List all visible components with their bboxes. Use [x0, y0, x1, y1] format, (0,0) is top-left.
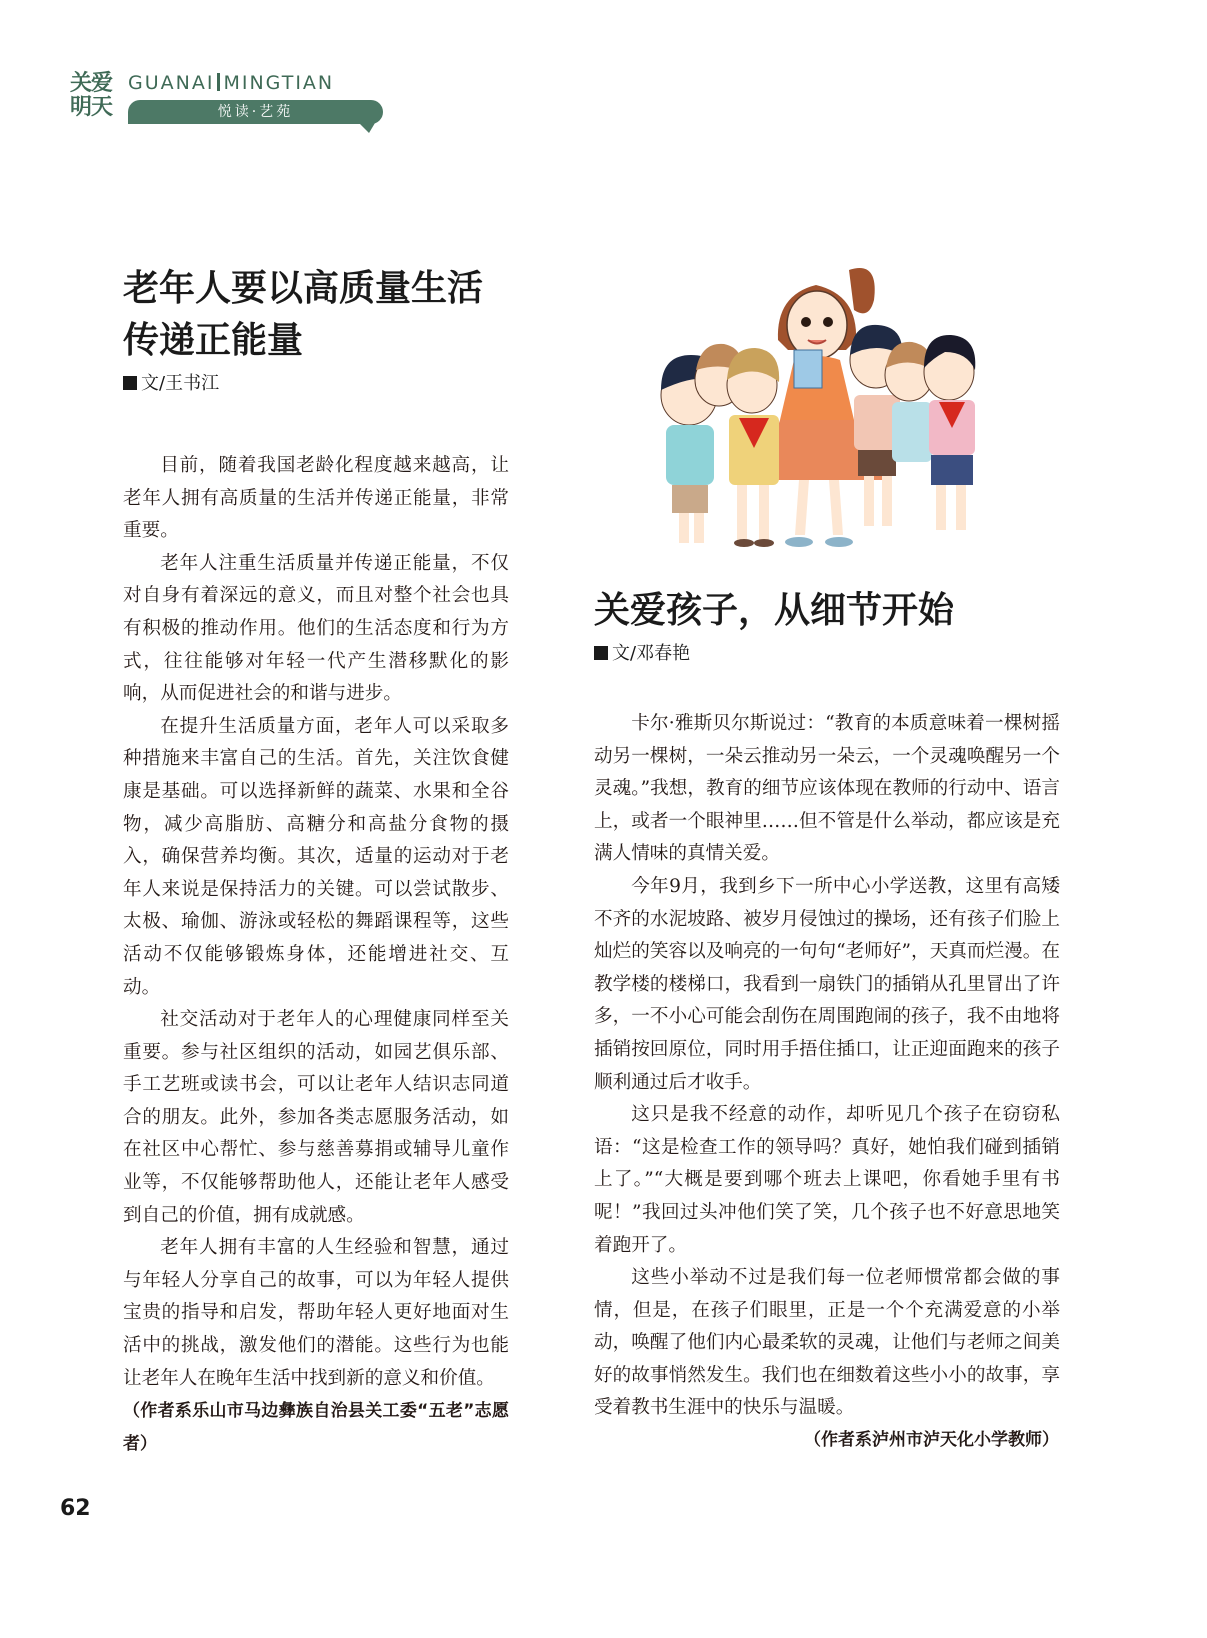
logo-divider	[217, 73, 220, 91]
article2-byline	[594, 642, 690, 666]
byline-square-icon	[123, 376, 137, 390]
article1-title-line2: 传递正能量	[123, 319, 304, 361]
page-number: 62	[60, 1496, 91, 1521]
article1-body	[123, 450, 509, 1460]
byline-square-icon	[594, 646, 608, 660]
section-label: 悦读·艺苑	[128, 100, 383, 124]
logo-cn-line2: 明天	[70, 95, 113, 120]
article1-paragraph: 社交活动对于老年人的心理健康同样至关重要。参与社区组织的活动，如园艺俱乐部、手工艺班或读书会，可以让老年人结识志同道合的朋友。此外，参加各类志愿服务活动，如在社区中心帮忙、参与慈善募捐或辅导儿童作业等，不仅能够帮助他人，还能让老年人感受到自己的价值，拥有成就感。	[123, 1009, 509, 1226]
article2-paragraph: 卡尔·雅斯贝尔斯说过：“教育的本质意味着一棵树摇动另一棵树，一朵云推动另一朵云，一个灵魂唤醒另一个灵魂。”我想，教育的细节应该体现在教师的行动中、语言上，或者一个眼神里……但不管是什么举动，都应该是充满人情味的真情关爱。	[594, 713, 1060, 865]
logo-en-left: GUANAI	[128, 72, 215, 94]
child-figures-right	[850, 325, 975, 530]
page-header	[70, 72, 400, 136]
article1-title	[123, 262, 523, 366]
logo-cn-line1: 关爱	[70, 71, 113, 96]
teacher-children-illustration	[594, 250, 1064, 555]
article2-paragraph: 这些小举动不过是我们每一位老师惯常都会做的事情，但是，在孩子们眼里，正是一个个充满爱意的小举动，唤醒了他们内心最柔软的灵魂，让他们与老师之间美好的故事悄然发生。我们也在细数着这些小小的故事，享受着教书生涯中的快乐与温暖。	[594, 1267, 1060, 1419]
article1-paragraph: 目前，随着我国老龄化程度越来越高，让老年人拥有高质量的生活并传递正能量，非常重要。	[123, 455, 509, 542]
article1-paragraph: 在提升生活质量方面，老年人可以采取多种措施来丰富自己的生活。首先，关注饮食健康是基础。可以选择新鲜的蔬菜、水果和全谷物，减少高脂肪、高糖分和高盐分食物的摄入，确保营养均衡。其次，适量的运动对于老年人来说是保持活力的关键。可以尝试散步、太极、瑜伽、游泳或轻松的舞蹈课程等，这些活动不仅能够锻炼身体，还能增进社交、互动。	[123, 715, 509, 998]
article1-byline-text: 文/王书江	[141, 373, 220, 394]
article2-byline-text: 文/邓春艳	[612, 643, 691, 664]
article1-title-line1: 老年人要以高质量生活	[123, 267, 484, 309]
article2-paragraph: 这只是我不经意的动作，却听见几个孩子在窃窃私语：“这是检查工作的领导吗？真好，她怕我们碰到插销上了。”“大概是要到哪个班去上课吧，你看她手里有书呢！”我回过头冲他们笑了笑，几个孩子也不好意思地笑着跑开了。	[594, 1104, 1060, 1256]
child-figures-left	[661, 344, 779, 547]
logo-en-right: MINGTIAN	[223, 72, 335, 94]
logo-en	[128, 72, 334, 94]
article2-title: 关爱孩子，从细节开始	[594, 589, 955, 631]
article1-paragraph: 老年人注重生活质量并传递正能量，不仅对自身有着深远的意义，而且对整个社会也具有积极的推动作用。他们的生活态度和行为方式，往往能够对年轻一代产生潜移默化的影响，从而促进社会的和谐与进步。	[123, 552, 509, 705]
article1-byline	[123, 372, 219, 396]
article1-author-note: （作者系乐山市马边彝族自治县关工委“五老”志愿者）	[123, 1401, 509, 1454]
logo-cn	[70, 72, 122, 120]
article2-author-note: （作者系泸州市泸天化小学教师）	[804, 1430, 1059, 1450]
article2-paragraph: 今年9月，我到乡下一所中心小学送教，这里有高矮不齐的水泥坡路、被岁月侵蚀过的操场，还有孩子们脸上灿烂的笑容以及响亮的一句句“老师好”，天真而烂漫。在教学楼的楼梯口，我看到一扇铁门的插销从孔里冒出了许多，一不小心可能会刮伤在周围跑闹的孩子，我不由地将插销按回原位，同时用手捂住插口，让正迎面跑来的孩子顺利通过后才收手。	[594, 875, 1060, 1093]
article2-body	[594, 708, 1060, 1425]
article1-paragraph: 老年人拥有丰富的人生经验和智慧，通过与年轻人分享自己的故事，可以为年轻人提供宝贵的指导和启发，帮助年轻人更好地面对生活中的挑战，激发他们的潜能。这些行为也能让老年人在晚年生活中找到新的意义和价值。	[123, 1237, 509, 1389]
article1-note-wrap	[123, 1395, 509, 1460]
